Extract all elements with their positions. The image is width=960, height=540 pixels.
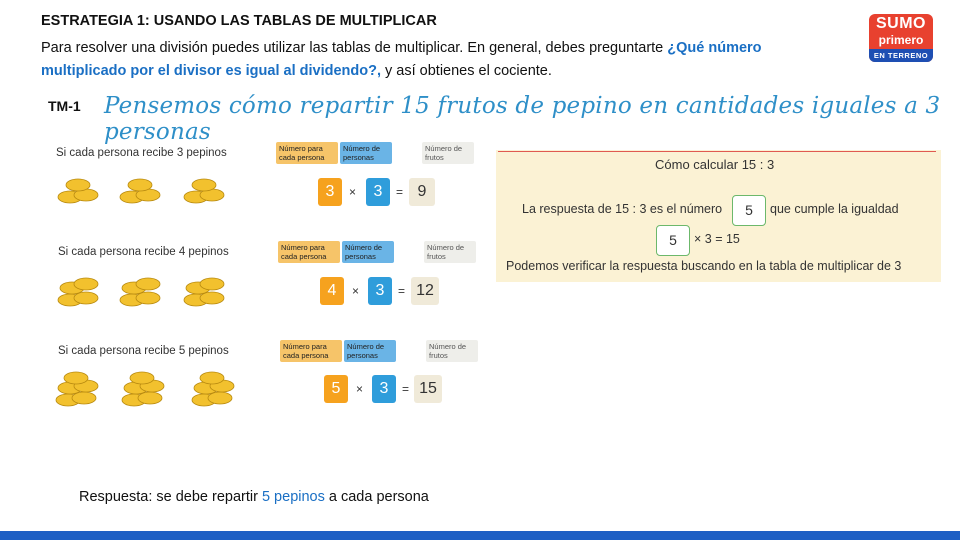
tag-per-person: Número para cada persona (278, 241, 340, 263)
tag-people: Número de personas (340, 142, 392, 164)
task-label: TM-1 (48, 98, 81, 114)
scenario-2-label: Si cada persona recibe 4 pepinos (58, 246, 229, 258)
scenario-1-factor-b: 3 (366, 178, 390, 206)
times-sign: × (349, 185, 357, 199)
pepino-piles-icon (56, 270, 246, 312)
scenario-3-factor-b: 3 (372, 375, 396, 403)
panel-equation-box: 5 (656, 225, 690, 256)
tag-fruits: Número de frutos (424, 241, 476, 263)
scenario-1-label: Si cada persona recibe 3 pepinos (56, 147, 227, 159)
page-title: ESTRATEGIA 1: USANDO LAS TABLAS DE MULTIPLICAR (41, 13, 437, 29)
logo-line-1: SUMO (876, 15, 926, 32)
scenario-3-result: 15 (414, 375, 442, 403)
pepino-piles-icon (54, 368, 264, 412)
scenario-3-piles (54, 368, 264, 417)
panel-answer-pre: La respuesta de 15 : 3 es el número (522, 202, 723, 216)
panel-top-rule (498, 151, 936, 152)
intro-question: ¿Qué número multiplicado por el divisor es igual al dividendo?, (41, 40, 762, 79)
panel-verify-text: Podemos verificar la respuesta buscando en la tabla de multiplicar de 3 (506, 259, 902, 273)
times-sign: × (352, 284, 360, 298)
scenario-2-result: 12 (411, 277, 439, 305)
scenario-2-piles (56, 270, 246, 317)
tag-per-person: Número para cada persona (280, 340, 342, 362)
sumo-primero-logo (869, 14, 933, 62)
logo-line-3: EN TERRENO (869, 49, 933, 62)
final-answer-post: a cada persona (324, 489, 429, 505)
equals-sign: = (398, 284, 406, 298)
equals-sign: = (402, 382, 410, 396)
panel-answer-box: 5 (732, 195, 766, 226)
task-handwritten-prompt: Pensemos cómo repartir 15 frutos de pepino en cantidades iguales a 3 personas (104, 93, 941, 145)
tag-per-person: Número para cada persona (276, 142, 338, 164)
bottom-bar (0, 531, 960, 540)
final-answer-pre: Respuesta: se debe repartir (79, 489, 262, 505)
panel-answer-post: que cumple la igualdad (770, 202, 899, 216)
scenario-3-factor-a: 5 (324, 375, 348, 403)
scenario-1-piles (56, 171, 246, 216)
panel-title: Cómo calcular 15 : 3 (655, 157, 775, 172)
scenario-3-label: Si cada persona recibe 5 pepinos (58, 345, 229, 357)
scenario-2-factor-a: 4 (320, 277, 344, 305)
tag-fruits: Número de frutos (426, 340, 478, 362)
times-sign: × (356, 382, 364, 396)
tag-people: Número de personas (344, 340, 396, 362)
panel-equation-rest: × 3 = 15 (694, 232, 740, 246)
scenario-1-result: 9 (409, 178, 435, 206)
intro-text-2: y así obtienes el cociente. (381, 63, 552, 79)
final-answer (79, 489, 429, 505)
pepino-piles-icon (56, 171, 246, 211)
intro-paragraph (41, 37, 831, 83)
scenario-2-factor-b: 3 (368, 277, 392, 305)
equals-sign: = (396, 185, 404, 199)
tag-fruits: Número de frutos (422, 142, 474, 164)
tag-people: Número de personas (342, 241, 394, 263)
final-answer-highlight: 5 pepinos (261, 489, 325, 505)
scenario-1-factor-a: 3 (318, 178, 342, 206)
logo-line-2: primero (878, 33, 924, 47)
intro-text-1: Para resolver una división puedes utilizar las tablas de multiplicar. En general, debes preguntarte (41, 40, 668, 56)
